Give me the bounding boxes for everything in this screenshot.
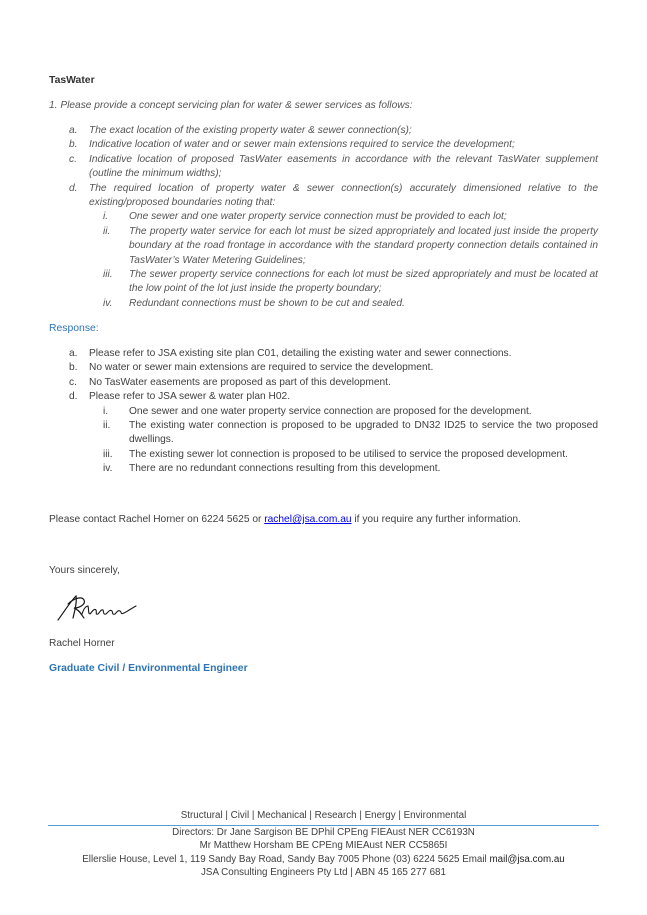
- list-subitem: [49, 462, 598, 476]
- subitem-label: i.: [103, 211, 109, 223]
- item-label: c.: [69, 153, 77, 165]
- item-text: Indicative location of proposed TasWater easements in accordance with the relevant TasWater supplement (outline the minimum widths);: [89, 153, 598, 180]
- list-item: [49, 153, 598, 182]
- request-intro: 1. Please provide a concept servicing plan for water & sewer services as follows:: [49, 100, 413, 111]
- subitem-text: There are no redundant connections resulting from this development.: [129, 463, 441, 475]
- item-label: d.: [69, 391, 78, 403]
- list-subitem: [49, 297, 598, 311]
- list-subitem: [49, 210, 598, 224]
- subitem-text: The existing water connection is proposed to be upgraded to DN32 ID25 to service the two proposed dwellings.: [129, 420, 598, 446]
- item-label: c.: [69, 376, 77, 388]
- contact-paragraph: [49, 513, 521, 527]
- response-heading: Response:: [49, 323, 99, 334]
- subitem-text: One sewer and one water property service connection are proposed for the development.: [129, 405, 532, 417]
- item-text: Indicative location of water and or sewer main extensions required to service the development;: [89, 139, 515, 151]
- footer-company: JSA Consulting Engineers Pty Ltd | ABN 45 165 277 681: [201, 867, 446, 878]
- subitem-text: One sewer and one water property service connection must be provided to each lot;: [129, 211, 507, 223]
- item-label: a.: [69, 125, 78, 136]
- subitem-text: The property water service for each lot must be sized appropriately and located just inside the property boundary at the road frontage in accordance with the standard property connection details contained in TasWater’s Water Metering Guidelines;: [129, 225, 598, 266]
- list-item: [49, 390, 598, 404]
- responses-list: [49, 347, 598, 477]
- requirements-list: [49, 124, 598, 311]
- list-item: [49, 138, 598, 152]
- subitem-label: iii.: [103, 448, 113, 460]
- subitem-label: iii.: [103, 269, 113, 281]
- list-item: [49, 376, 598, 390]
- item-text: No water or sewer main extensions are required to service the development.: [89, 362, 434, 374]
- subitem-text: The existing sewer lot connection is proposed to be utilised to service the proposed development.: [129, 448, 568, 460]
- contact-text-after: if you require any further information.: [351, 514, 521, 525]
- item-text: No TasWater easements are proposed as part of this development.: [89, 376, 391, 388]
- list-subitem: [49, 225, 598, 268]
- item-label: b.: [69, 362, 78, 374]
- item-text: The required location of property water & sewer connection(s) accurately dimensioned relative to the existing/proposed boundaries noting that:: [89, 182, 598, 209]
- footer-address: [0, 853, 647, 867]
- signature-image: [54, 590, 138, 626]
- subitem-text: The sewer property service connections for each lot must be sized appropriately and must be located at the low point of the lot just inside the property boundary;: [129, 269, 598, 295]
- list-subitem: [49, 419, 598, 448]
- footer-directors-2: Mr Matthew Horsham BE CPEng MIEAust NER CC5865I: [199, 840, 448, 851]
- list-subitem: [49, 268, 598, 297]
- subitem-text: Redundant connections must be shown to be cut and sealed.: [129, 297, 405, 309]
- item-text: Please refer to JSA sewer & water plan H02.: [89, 391, 291, 403]
- list-item: [49, 124, 598, 138]
- letterhead-footer: [0, 809, 647, 880]
- item-text: Please refer to JSA existing site plan C01, detailing the existing water and sewer connections.: [89, 348, 512, 359]
- list-subitem: [49, 405, 598, 419]
- footer-address-text: Ellerslie House, Level 1, 119 Sandy Bay Road, Sandy Bay 7005 Phone (03) 6224 5625 Email: [82, 853, 490, 865]
- subitem-label: iv.: [103, 463, 113, 475]
- subitem-label: iv.: [103, 297, 113, 309]
- closing-salutation: Yours sincerely,: [49, 565, 120, 576]
- contact-email-link[interactable]: rachel@jsa.com.au: [264, 514, 352, 525]
- signatory-title: Graduate Civil / Environmental Engineer: [49, 663, 248, 674]
- subitem-label: ii.: [103, 420, 111, 432]
- contact-text-before: Please contact Rachel Horner on 6224 5625 or: [49, 514, 265, 525]
- list-item: [49, 361, 598, 375]
- footer-directors-1: Directors: Dr Jane Sargison BE DPhil CPEng FIEAust NER CC6193N: [172, 826, 475, 838]
- list-item: [49, 182, 598, 211]
- item-label: a.: [69, 348, 78, 359]
- item-label: b.: [69, 139, 78, 151]
- item-label: d.: [69, 182, 78, 194]
- item-text: The exact location of the existing property water & sewer connection(s);: [89, 125, 412, 136]
- subitem-label: ii.: [103, 225, 111, 237]
- list-subitem: [49, 448, 598, 462]
- footer-email: mail@jsa.com.au: [489, 853, 565, 865]
- subitem-label: i.: [103, 405, 109, 417]
- list-item: [49, 347, 598, 361]
- signatory-name: Rachel Horner: [49, 638, 115, 649]
- footer-services: Structural | Civil | Mechanical | Research | Energy | Environmental: [180, 810, 467, 821]
- section-heading: TasWater: [49, 75, 95, 86]
